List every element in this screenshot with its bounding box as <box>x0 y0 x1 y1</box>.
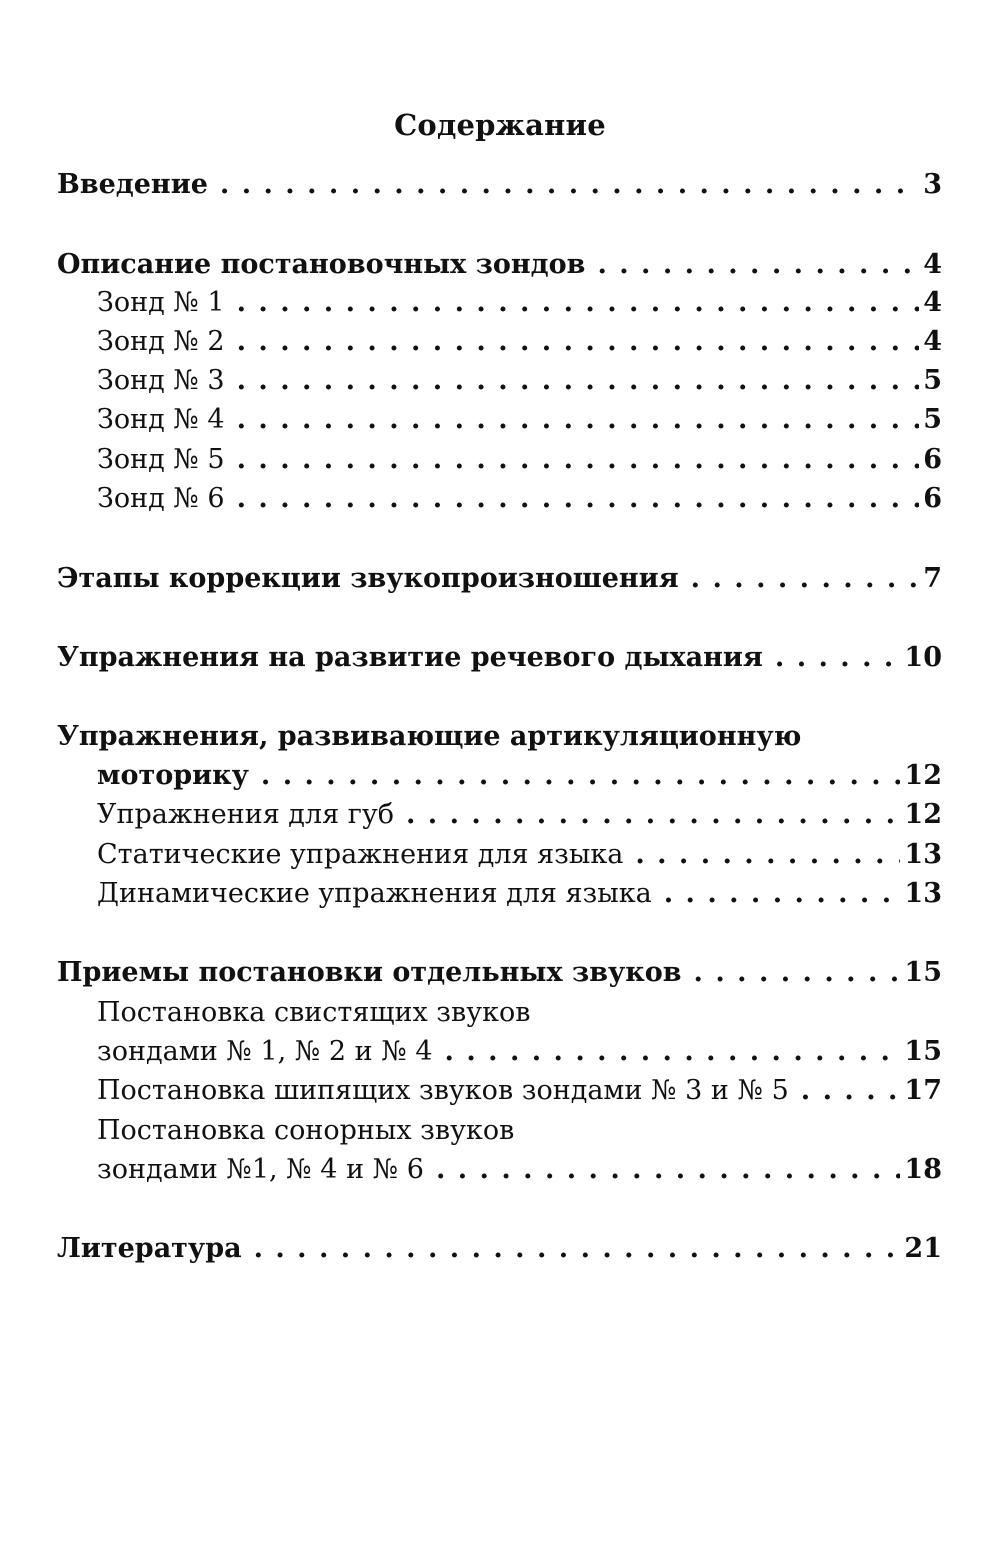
dot-leader <box>406 795 900 835</box>
toc-entry-page: 13 <box>904 839 942 870</box>
toc-entry-introduction[interactable] <box>57 165 942 205</box>
toc-entry-page: 15 <box>904 1036 942 1067</box>
toc-entry-page: 5 <box>923 365 942 396</box>
dot-leader <box>237 440 920 480</box>
toc-entry-sonorant-line1[interactable]: Постановка сонорных звуков <box>97 1115 515 1146</box>
dot-leader <box>254 1229 901 1269</box>
toc-entry-probe-4[interactable] <box>97 400 942 440</box>
toc-entry-page: 13 <box>904 878 942 909</box>
toc-entry-label: Зонд № 6 <box>97 483 225 514</box>
toc-entry-whistling[interactable] <box>97 1032 942 1072</box>
dot-leader <box>445 1032 901 1072</box>
toc-entry-label: Постановка шипящих звуков зондами № 3 и № 5 <box>97 1075 789 1106</box>
toc-entry-label: Упражнения для губ <box>97 799 394 830</box>
toc-entry-page: 12 <box>904 799 942 830</box>
toc-entry-page: 4 <box>923 249 942 280</box>
dot-leader <box>237 479 920 519</box>
dot-leader <box>237 283 920 323</box>
dot-leader <box>801 1071 901 1111</box>
toc-entry-probe-description[interactable] <box>57 245 942 285</box>
toc-entry-page: 7 <box>923 563 942 594</box>
toc-entry-label: Зонд № 2 <box>97 326 225 357</box>
toc-entry-lip-exercises[interactable] <box>97 795 942 835</box>
toc-entry-page: 5 <box>923 404 942 435</box>
dot-leader <box>237 322 920 362</box>
toc-entry-label: Литература <box>57 1233 242 1264</box>
toc-entry-page: 17 <box>904 1075 942 1106</box>
dot-leader <box>691 559 920 599</box>
toc-entry-label: Зонд № 1 <box>97 287 225 318</box>
toc-entry-page: 6 <box>923 483 942 514</box>
toc-entry-label: Зонд № 5 <box>97 444 225 475</box>
toc-entry-probe-2[interactable] <box>97 322 942 362</box>
toc-entry-label: зондами №1, № 4 и № 6 <box>97 1154 424 1185</box>
toc-entry-whistling-line1[interactable]: Постановка свистящих звуков <box>97 997 531 1028</box>
toc-entry-page: 21 <box>904 1233 942 1264</box>
toc-entry-label: зондами № 1, № 2 и № 4 <box>97 1036 433 1067</box>
toc-entry-page: 3 <box>923 169 942 200</box>
dot-leader <box>237 361 920 401</box>
toc-entry-page: 4 <box>923 326 942 357</box>
toc-entry-correction-stages[interactable] <box>57 559 942 599</box>
toc-entry-label: Зонд № 3 <box>97 365 225 396</box>
dot-leader <box>237 400 920 440</box>
dot-leader <box>597 245 919 285</box>
toc-entry-page: 12 <box>904 760 942 791</box>
page-title: Содержание <box>394 108 606 142</box>
toc-entry-page: 6 <box>923 444 942 475</box>
toc-entry-dynamic-tongue[interactable] <box>97 874 942 914</box>
toc-entry-label: Зонд № 4 <box>97 404 225 435</box>
dot-leader <box>220 165 919 205</box>
toc-entry-page: 4 <box>923 287 942 318</box>
toc-entry-articulation[interactable] <box>97 756 942 796</box>
dot-leader <box>664 874 901 914</box>
toc-entry-label: Динамические упражнения для языка <box>97 878 652 909</box>
toc-entry-label: Упражнения на развитие речевого дыхания <box>57 642 763 673</box>
dot-leader <box>635 835 900 875</box>
dot-leader <box>261 756 901 796</box>
toc-entry-probe-1[interactable] <box>97 283 942 323</box>
toc-entry-probe-5[interactable] <box>97 440 942 480</box>
toc-entry-hissing[interactable] <box>97 1071 942 1111</box>
toc-entry-label: Этапы коррекции звукопроизношения <box>57 563 679 594</box>
toc-entry-label: Введение <box>57 169 208 200</box>
toc-entry-page: 15 <box>904 957 942 988</box>
dot-leader <box>775 638 901 678</box>
toc-entry-breathing-exercises[interactable] <box>57 638 942 678</box>
toc-entry-label: Статические упражнения для языка <box>97 839 624 870</box>
toc-entry-page: 10 <box>904 642 942 673</box>
toc-entry-label: моторику <box>97 760 249 791</box>
toc-entry-label: Описание постановочных зондов <box>57 249 586 280</box>
toc-entry-sonorant[interactable] <box>97 1150 942 1190</box>
toc-entry-articulation-line1[interactable]: Упражнения, развивающие артикуляционную <box>57 721 802 752</box>
toc-entry-label: Приемы постановки отдельных звуков <box>57 957 682 988</box>
toc-entry-literature[interactable] <box>57 1229 942 1269</box>
toc-entry-probe-3[interactable] <box>97 361 942 401</box>
toc-entry-probe-6[interactable] <box>97 479 942 519</box>
toc-entry-page: 18 <box>904 1154 942 1185</box>
toc-entry-sound-techniques[interactable] <box>57 953 942 993</box>
dot-leader <box>694 953 901 993</box>
dot-leader <box>436 1150 900 1190</box>
toc-entry-static-tongue[interactable] <box>97 835 942 875</box>
